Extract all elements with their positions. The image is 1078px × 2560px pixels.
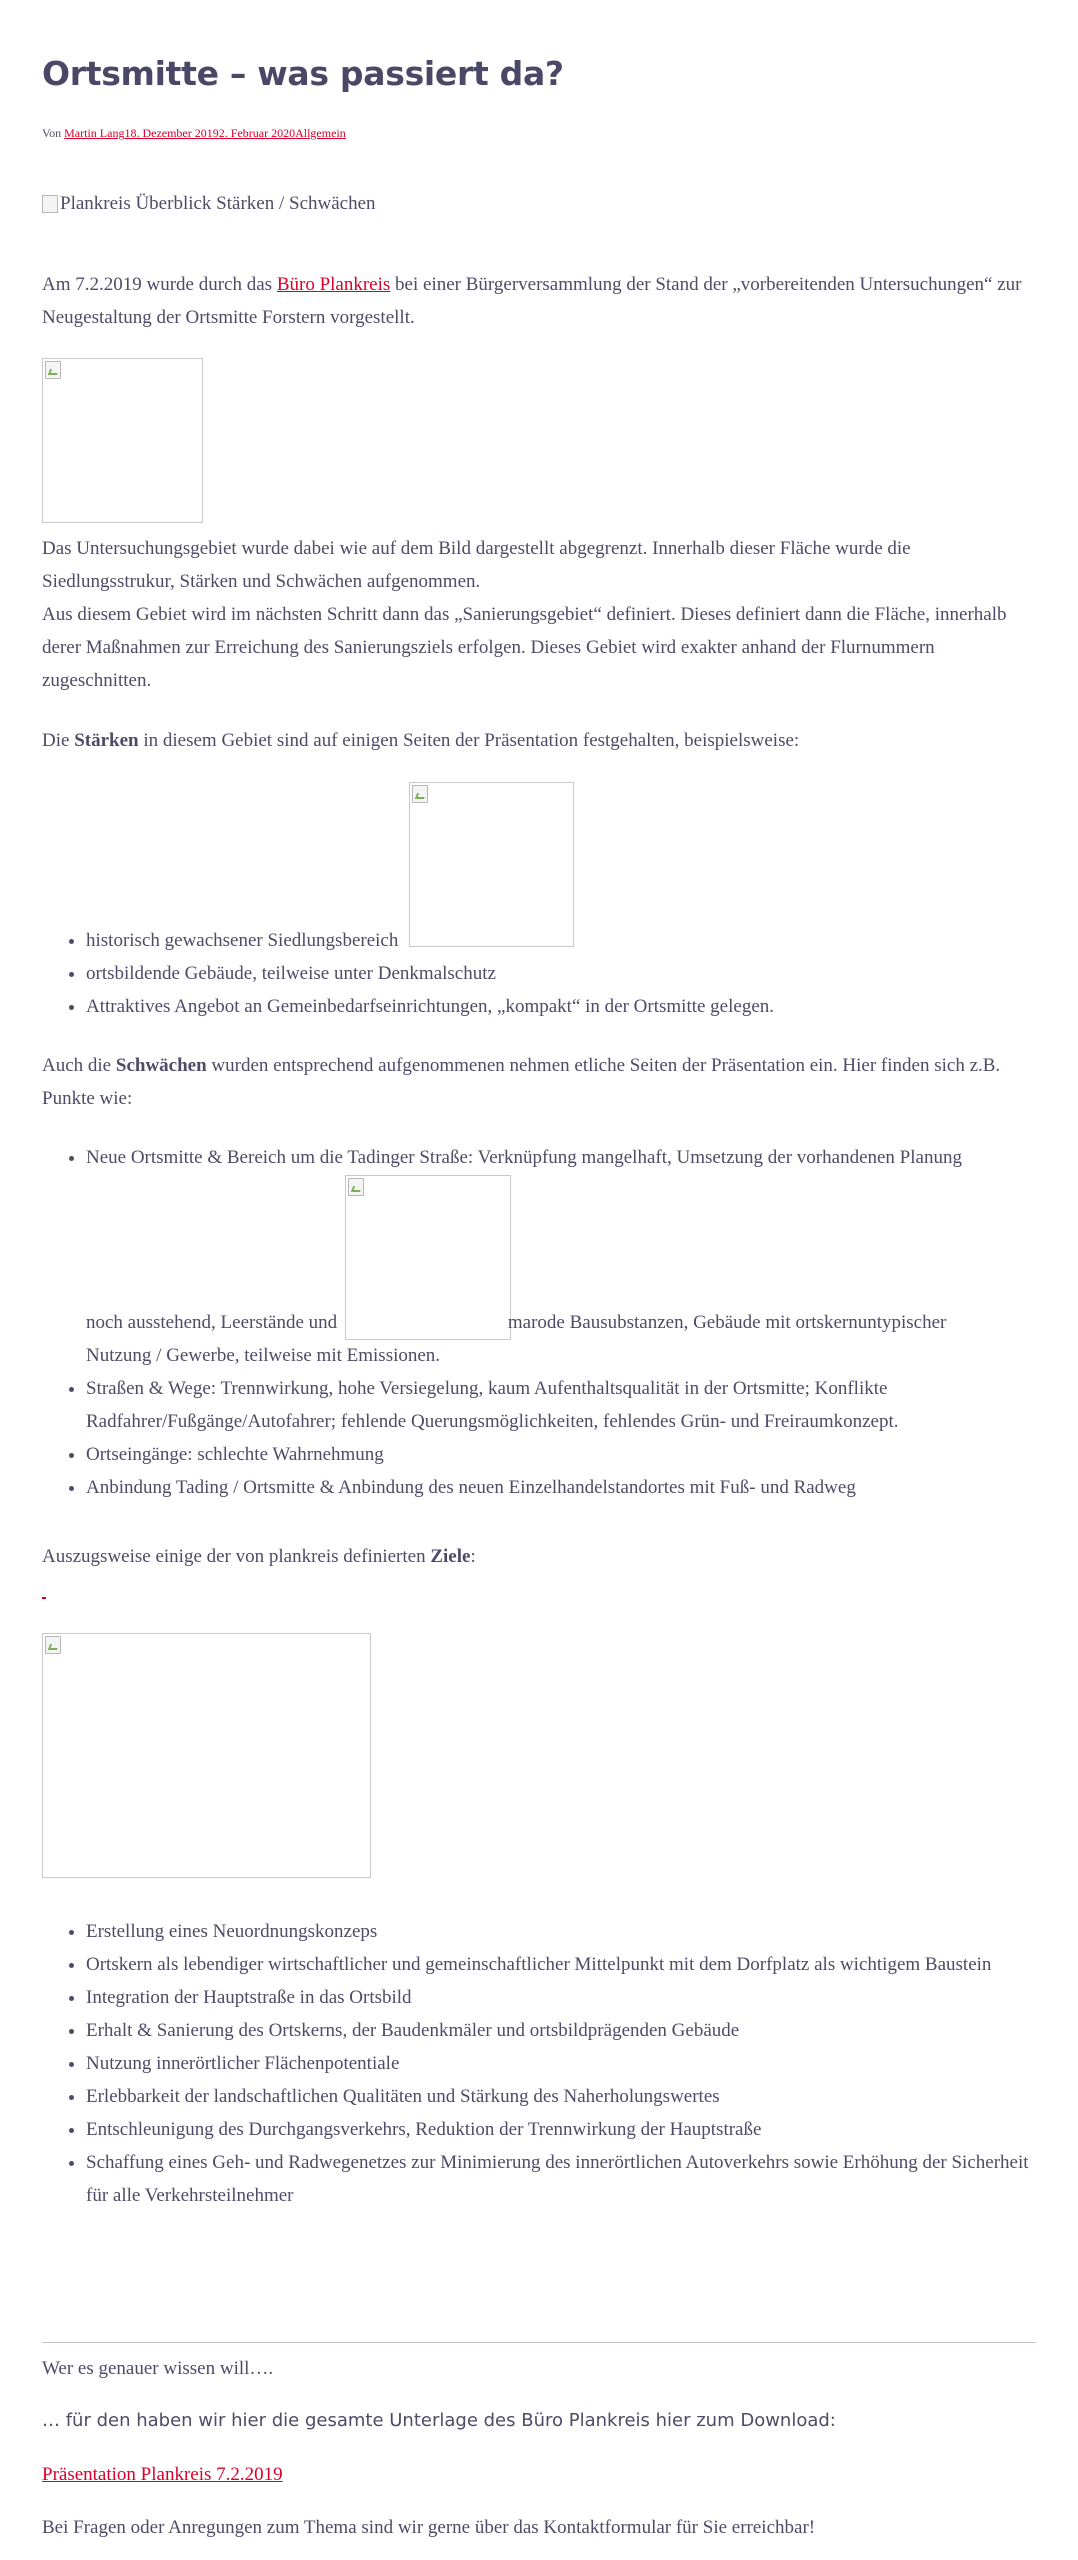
list-item: • Erlebbarkeit der landschaftlichen Qualitäten und Stärkung des Naherholungswertes	[86, 2080, 1036, 2113]
more-heading: Wer es genauer wissen will….	[42, 2358, 274, 2379]
list-item: • Nutzung innerörtlicher Flächenpotentiale	[86, 2047, 1036, 2080]
strengths-intro: Die Stärken in diesem Gebiet sind auf einigen Seiten der Präsentation festgehalten, beispielsweise:	[42, 730, 800, 751]
download-paragraph	[42, 2458, 1036, 2491]
category-link[interactable]: Allgemein	[295, 126, 346, 140]
list-item: • Entschleunigung des Durchgangsverkehrs, Reduktion der Trennwirkung der Hauptstraße	[86, 2113, 1036, 2146]
list-item: • ortsbildende Gebäude, teilweise unter Denkmalschutz	[86, 957, 1036, 990]
post-meta	[42, 126, 346, 141]
intro-paragraph: Am 7.2.2019 wurde durch das Büro Plankreis bei einer Bürgerversammlung der Stand der „vorbereitenden Untersuchungen“ zur Neugestaltung der Ortsmitte Forstern vorgestellt.	[42, 274, 1022, 328]
divider	[42, 2342, 1036, 2343]
broken-image-icon	[412, 785, 428, 803]
buero-plankreis-link[interactable]: Büro Plankreis	[276, 274, 391, 295]
list-item: • Erhalt & Sanierung des Ortskerns, der Baudenkmäler und ortsbildprägenden Gebäude	[86, 2014, 1036, 2047]
area-paragraph-1: Das Untersuchungsgebiet wurde dabei wie auf dem Bild dargestellt abgegrenzt. Innerhalb dieser Fläche wurde die Siedlungsstrukur, Stärken und Schwächen aufgenommen.	[42, 538, 911, 592]
list-item: • Integration der Hauptstraße in das Ortsbild	[86, 1981, 1036, 2014]
list-item: • Ortskern als lebendiger wirtschaftlicher und gemeinschaftlicher Mittelpunkt mit dem Dorfplatz als wichtigem Baustein	[86, 1948, 1036, 1981]
list-item: • Neue Ortsmitte & Bereich um die Tadinger Straße: Verknüpfung mangelhaft, Umsetzung der vorhandenen Planung noch ausstehend, Leerstände und marode Bausubstanzen, Gebäude mit ortskernuntypischer Nutzung / Gewerbe, teilweise mit Emissionen.	[86, 1141, 1036, 1372]
date-published-link[interactable]: 18. Dezember 2019	[124, 126, 219, 140]
broken-image-icon	[45, 361, 61, 379]
empty-link[interactable]	[42, 1597, 46, 1599]
list-item: • Anbindung Tading / Ortsmitte & Anbindung des neuen Einzelhandelstandortes mit Fuß- und Radweg	[86, 1471, 1036, 1504]
list-item: • Ortseingänge: schlechte Wahrnehmung	[86, 1438, 1036, 1471]
presentation-download-link[interactable]: Präsentation Plankreis 7.2.2019	[42, 2464, 283, 2485]
goals-image	[42, 1633, 371, 1878]
weaknesses-intro: Auch die Schwächen wurden entsprechend aufgenommenen nehmen etliche Seiten der Präsentation ein. Hier finden sich z.B. Punkte wie:	[42, 1055, 1001, 1109]
download-text: … für den haben wir hier die gesamte Unterlage des Büro Plankreis hier zum Download:	[42, 2410, 836, 2431]
strengths-list	[42, 924, 1036, 1023]
meta-prefix: Von	[42, 126, 62, 140]
goals-list	[42, 1915, 1036, 2212]
area-map-image	[42, 358, 203, 523]
weaknesses-list	[42, 1141, 1036, 1504]
date-updated-link[interactable]: 2. Februar 2020	[218, 126, 296, 140]
list-item: • historisch gewachsener Siedlungsbereich	[86, 924, 1036, 957]
list-item: • Erstellung eines Neuordnungskonzeps	[86, 1915, 1036, 1948]
page-title: Ortsmitte – was passiert da?	[42, 54, 564, 93]
hero-image-alt: Plankreis Überblick Stärken / Schwächen	[60, 193, 376, 214]
list-item: • Schaffung eines Geh- und Radwegenetzes zur Minimierung des innerörtlichen Autoverkehrs sowie Erhöhung der Sicherheit für alle Verkehrsteilnehmer	[86, 2146, 1036, 2212]
strengths-image	[409, 782, 574, 947]
contact-text: Bei Fragen oder Anregungen zum Thema sind wir gerne über das Kontaktformular für Sie erreichbar!	[42, 2517, 816, 2538]
goals-intro: Auszugsweise einige der von plankreis definierten Ziele:	[42, 1546, 476, 1567]
list-item: • Straßen & Wege: Trennwirkung, hohe Versiegelung, kaum Aufenthaltsqualität in der Ortsmitte; Konflikte Radfahrer/Fußgänge/Autofahrer; fehlende Querungsmöglichkeiten, fehlendes Grün- und Freiraumkonzept.	[86, 1372, 1036, 1438]
hero-image	[42, 193, 1036, 215]
broken-image-icon	[42, 195, 58, 213]
list-item: • Attraktives Angebot an Gemeinbedarfseinrichtungen, „kompakt“ in der Ortsmitte gelegen.	[86, 990, 1036, 1023]
area-paragraph-2: Aus diesem Gebiet wird im nächsten Schritt dann das „Sanierungsgebiet“ definiert. Dieses definiert dann die Fläche, innerhalb derer Maßnahmen zur Erreichung des Sanierungsziels erfolgen. Dieses Gebiet wird exakter anhand der Flurnummern zugeschnitten.	[42, 604, 1007, 691]
author-link[interactable]: Martin Lang	[64, 126, 125, 140]
broken-image-icon	[45, 1636, 61, 1654]
